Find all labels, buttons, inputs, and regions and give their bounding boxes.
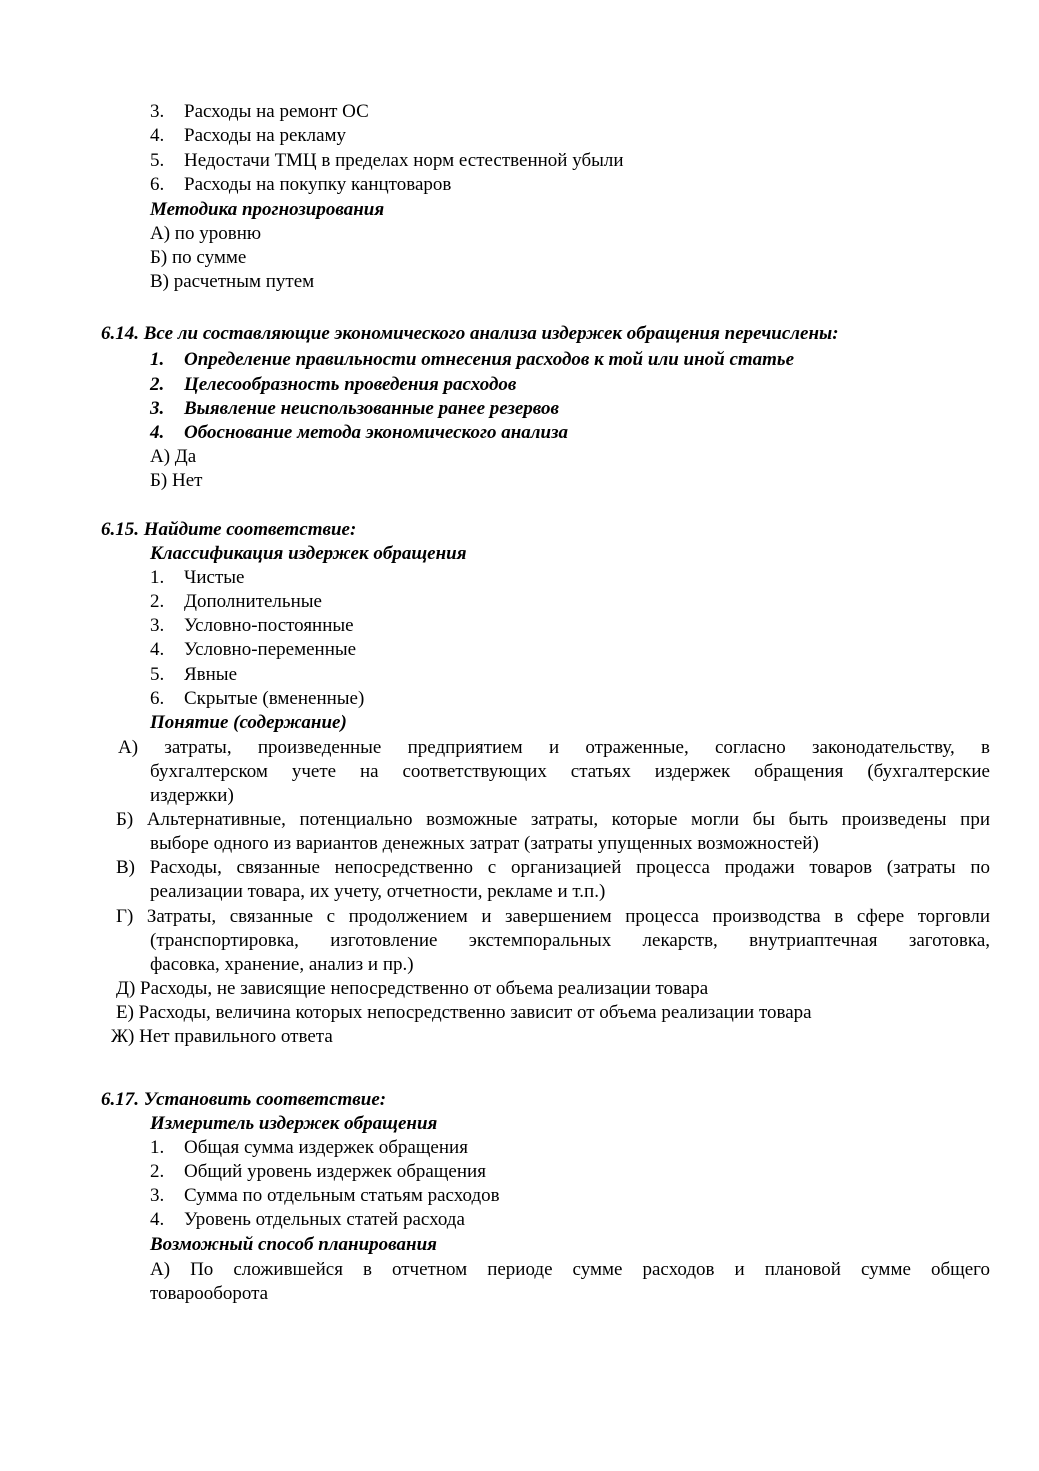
answer-option: А) по уровню [150,223,262,244]
answer-option-v-line1: В) Расходы, связанные непосредственно с организацией процесса продажи товаров (затраты по [116,857,990,878]
answer-option-zh: Ж) Нет правильного ответа [111,1026,333,1047]
answer-option-g-line2: (транспортировка, изготовление экстемпоральных лекарств, внутриаптечная заготовка, [150,930,990,951]
question-title: 6.17. Установить соответствие: [101,1089,387,1110]
list-item: 3. Сумма по отдельным статьям расходов [150,1185,500,1206]
list-item: 2. Общий уровень издержек обращения [150,1161,486,1182]
answer-option: А) Да [150,446,197,467]
answer-option-d: Д) Расходы, не зависящие непосредственно от объема реализации товара [116,978,709,999]
list-item: 4. Обоснование метода экономического анализа [150,422,568,443]
answer-option-b-line1: Б) Альтернативные, потенциально возможные затраты, которые могли бы быть произведены при [116,809,990,830]
answer-option-e: Е) Расходы, величина которых непосредственно зависит от объема реализации товара [116,1002,812,1023]
list-item: 6. Расходы на покупку канцтоваров [150,174,452,195]
list-item: 3. Расходы на ремонт ОС [150,101,369,122]
subheading: Понятие (содержание) [150,712,347,733]
list-item: 6. Скрытые (вмененные) [150,688,365,709]
subheading: Возможный способ планирования [150,1234,437,1255]
answer-option-g-line1: Г) Затраты, связанные с продолжением и завершением процесса производства в сфере торговли [116,906,990,927]
question-title: 6.14. Все ли составляющие экономического анализа издержек обращения перечислены: [101,323,839,344]
list-item: 3. Условно-постоянные [150,615,354,636]
list-item: 4. Уровень отдельных статей расхода [150,1209,465,1230]
subheading: Измеритель издержек обращения [150,1113,438,1134]
subheading: Классификация издержек обращения [150,543,467,564]
list-item: 2. Целесообразность проведения расходов [150,374,517,395]
answer-option-a-line1: А) затраты, произведенные предприятием и отраженные, согласно законодательству, в [118,737,990,758]
answer-option-g-line3: фасовка, хранение, анализ и пр.) [150,954,414,975]
answer-option-a-line3: издержки) [150,785,234,806]
list-item: 1. Чистые [150,567,245,588]
answer-option-a-line2: бухгалтерском учете на соответствующих статьях издержек обращения (бухгалтерские [150,761,990,782]
list-item: 4. Условно-переменные [150,639,357,660]
subheading: Методика прогнозирования [150,199,385,220]
list-item: 4. Расходы на рекламу [150,125,347,146]
list-item: 1. Общая сумма издержек обращения [150,1137,468,1158]
list-item: 5. Явные [150,664,238,685]
answer-option: В) расчетным путем [150,271,315,292]
list-item: 2. Дополнительные [150,591,322,612]
list-item: 1. Определение правильности отнесения расходов к той или иной статье [150,349,795,370]
answer-option-a-line2: товарооборота [150,1283,269,1304]
answer-option-b-line2: выборе одного из вариантов денежных затрат (затраты упущенных возможностей) [150,833,819,854]
answer-option-v-line2: реализации товара, их учету, отчетности, рекламе и т.п.) [150,881,606,902]
answer-option: Б) Нет [150,470,203,491]
answer-option: Б) по сумме [150,247,247,268]
list-item: 5. Недостачи ТМЦ в пределах норм естественной убыли [150,150,624,171]
list-item: 3. Выявление неиспользованные ранее резервов [150,398,560,419]
answer-option-a-line1: А) По сложившейся в отчетном периоде сумме расходов и плановой сумме общего [150,1259,990,1280]
question-title: 6.15. Найдите соответствие: [101,519,357,540]
